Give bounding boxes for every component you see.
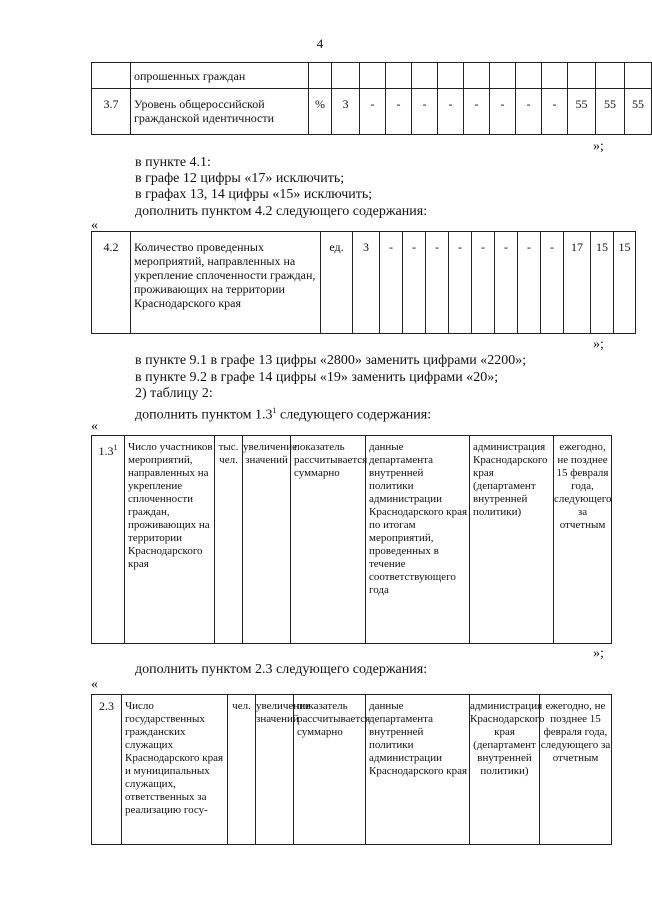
row-unit: ед. — [321, 232, 353, 334]
cell-dash: - — [472, 232, 495, 334]
cell-dash: - — [412, 89, 438, 135]
row-method: показатель рассчитывается суммарно — [294, 695, 366, 845]
measures-table-1-3 — [91, 435, 612, 644]
cell-value: 55 — [568, 89, 596, 135]
row-unit: чел. — [228, 695, 256, 845]
paragraph: дополнить пунктом $1.3^1$ следующего содержания: — [135, 406, 432, 423]
page-number: 4 — [316, 36, 324, 51]
row-number: 3.7 — [92, 89, 131, 135]
row-deadline: ежегодно, не позднее 15 февраля года, следующего за отчетным — [540, 695, 612, 845]
cell-dash: - — [380, 232, 403, 334]
paragraph: в пункте 9.2 в графе 14 цифры «19» заменить цифрами «20»; — [135, 370, 499, 385]
row-code: 3 — [332, 89, 360, 135]
row-responsible: администрация Краснодарского края (департамент внутренней политики) — [470, 695, 540, 845]
indicators-table-4-2 — [91, 231, 636, 334]
paragraph: в графах 13, 14 цифры «15» исключить; — [135, 187, 373, 202]
row-label: Количество проведенных мероприятий, направленных на укрепление сплоченности граждан, проживающих на территории Краснодарского края — [131, 232, 321, 334]
cell-dash: - — [495, 232, 518, 334]
paragraph: дополнить пунктом 4.2 следующего содержания: — [135, 204, 428, 219]
measures-table-2-3 — [91, 694, 612, 845]
table-row — [92, 89, 652, 135]
indicators-table-top — [91, 62, 652, 135]
opening-quote-mark: « — [91, 677, 98, 692]
row-number: 2.3 — [92, 695, 122, 845]
row-responsible: администрация Краснодарского края (департамент внутренней политики) — [470, 436, 554, 644]
cell-dash: - — [449, 232, 472, 334]
cell-dash: - — [426, 232, 449, 334]
cell-dash: - — [518, 232, 541, 334]
closing-quote-mark: »; — [593, 646, 604, 661]
row-deadline: ежегодно, не позднее 15 февраля года, следующего за отчетным — [554, 436, 612, 644]
cell-dash: - — [438, 89, 464, 135]
row-label: опрошенных граждан — [131, 63, 309, 89]
cell-value: 15 — [591, 232, 614, 334]
row-label: Число участников мероприятий, направленных на укрепление сплоченности граждан, проживающих на территории Краснодарского края — [125, 436, 215, 644]
row-direction: увеличение значений — [243, 436, 291, 644]
row-source: данные департамента внутренней политики администрации Краснодарского края по итогам мероприятий, проведенных в течение соответствующего года — [366, 436, 470, 644]
table-row — [92, 63, 652, 89]
row-number: $1.3^1$ — [92, 436, 125, 644]
paragraph: дополнить пунктом 2.3 следующего содержания: — [135, 662, 428, 677]
cell-dash: - — [542, 89, 568, 135]
opening-quote-mark: « — [91, 419, 98, 434]
cell-dash: - — [464, 89, 490, 135]
row-label: Число государственных гражданских служащих Краснодарского края и муниципальных служащих, ответственных за реализацию госу- — [122, 695, 228, 845]
row-method: показатель рассчитывается суммарно — [291, 436, 366, 644]
cell-dash: - — [516, 89, 542, 135]
paragraph: в пункте 9.1 в графе 13 цифры «2800» заменить цифрами «2200»; — [135, 353, 527, 368]
table-row — [92, 232, 636, 334]
row-direction: увеличение значений — [256, 695, 294, 845]
paragraph: в графе 12 цифры «17» исключить; — [135, 171, 345, 186]
cell-dash: - — [541, 232, 564, 334]
table-row — [92, 695, 612, 845]
cell-dash: - — [360, 89, 386, 135]
closing-quote-mark: »; — [593, 139, 604, 154]
cell-dash: - — [403, 232, 426, 334]
row-label: Уровень общероссийской гражданской идентичности — [131, 89, 309, 135]
cell-value: 55 — [596, 89, 625, 135]
table-row — [92, 436, 612, 644]
cell-dash: - — [490, 89, 516, 135]
paragraph: в пункте 4.1: — [135, 155, 211, 170]
cell-dash: - — [386, 89, 412, 135]
cell-value: 17 — [564, 232, 591, 334]
cell-value: 55 — [625, 89, 652, 135]
closing-quote-mark: »; — [593, 337, 604, 352]
paragraph: 2) таблицу 2: — [135, 386, 213, 401]
opening-quote-mark: « — [91, 218, 98, 233]
cell-value: 15 — [614, 232, 636, 334]
row-number: 4.2 — [92, 232, 131, 334]
row-unit: тыс. чел. — [215, 436, 243, 644]
row-source: данные департамента внутренней политики администрации Краснодарского края — [366, 695, 470, 845]
row-code: 3 — [353, 232, 380, 334]
row-unit: % — [309, 89, 332, 135]
